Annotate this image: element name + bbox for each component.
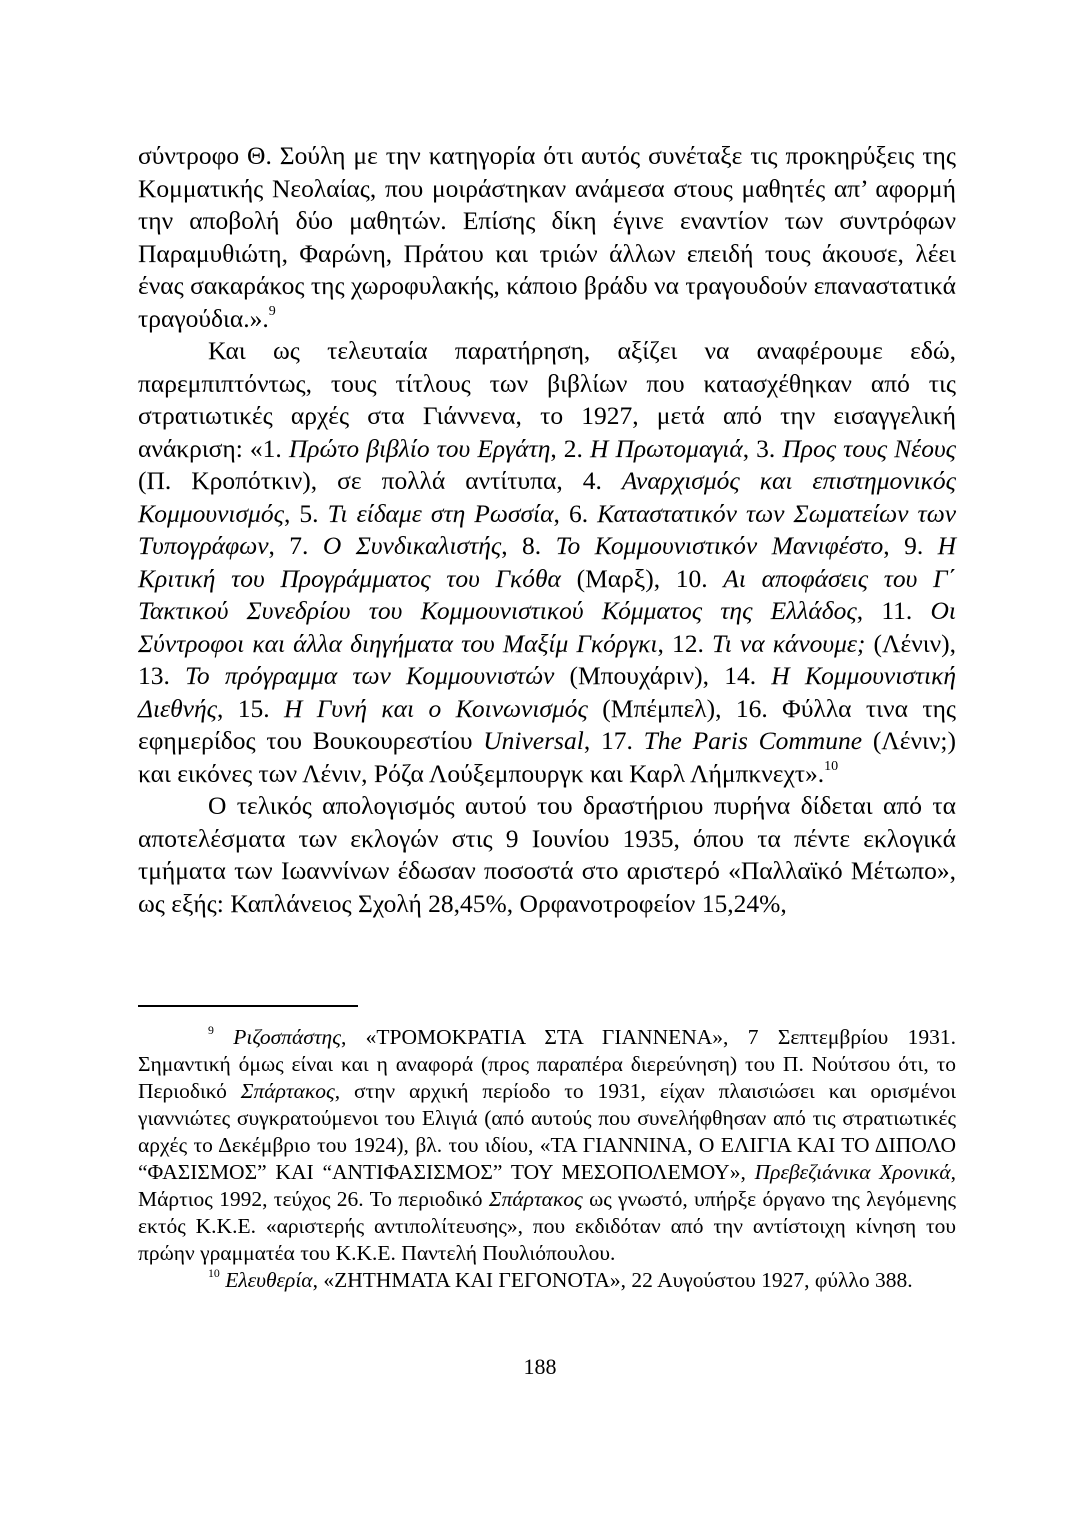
text-run: , 6.	[553, 498, 598, 528]
text-run: , 3.	[742, 433, 783, 463]
italic-title: The Paris Commune	[643, 726, 863, 755]
paragraph-1	[138, 140, 956, 335]
text-run: , 5.	[283, 498, 328, 528]
text-run: (Λένιν), 13.	[138, 628, 957, 690]
text-run: (Μαρξ), 10.	[560, 563, 724, 593]
text-run: Και ως τελευταία παρατήρηση, αξίζει να αναφέρουμε εδώ, παρεμπιπτόντως, τους τίτλους των βιβλίων που κατασχέθηκαν από τις στρατιωτικές αρχές στα Γιάννενα, το 1927, μετά από την εισαγγελική ανάκριση: «1.	[138, 336, 956, 463]
italic-title: Οι Σύντροφοι και άλλα διηγήματα του Μαξίμ Γκόργκι	[138, 596, 956, 658]
italic-title: Τι να κάνουμε;	[711, 628, 866, 658]
italic-title: Universal	[483, 726, 584, 755]
text-run: , στην αρχική περίοδο το 1931, είχαν πλαισιώσει και ορισμένοι γιαννιώτες συγκρατούμενοι του Ελιγιά (από αυτούς που συνελήφθησαν από τις στρατιωτικές αρχές το Δεκέμβριο του 1924), βλ. του ιδίου, «ΤΑ ΓΙΑΝΝΙΝΑ, Ο ΕΛΙΓΙΑ ΚΑΙ ΤΟ ΔΙΠΟΛΟ “ΦΑΣΙΣΜΟΣ” ΚΑΙ “ΑΝΤΙΦΑΣΙΣΜΟΣ” ΤΟΥ ΜΕΣΟΠΟΛΕΜΟΥ»,	[138, 1079, 956, 1184]
italic-title: Το Κομμουνιστικόν Μανιφέστο	[555, 531, 884, 560]
footnote-9	[138, 1024, 956, 1267]
italic-title: Η Γυνή και ο Κοινωνισμός	[283, 693, 588, 723]
text-run: , 9.	[883, 531, 938, 560]
italic-title: Το πρόγραμμα των Κομμουνιστών	[185, 661, 555, 690]
footnote-separator	[138, 1005, 358, 1007]
text-run: , «ΖΗΤΗΜΑΤΑ ΚΑΙ ΓΕΓΟΝΟΤΑ», 22 Αυγούστου 1927, φύλλο 388.	[312, 1268, 913, 1292]
text-run: , 17.	[583, 726, 644, 755]
text-run: , 7.	[268, 531, 323, 560]
italic-title: Καταστατικόν των Σωματείων των Τυπογράφων	[138, 498, 957, 560]
italic-title: Η Πρωτομαγιά	[590, 433, 743, 463]
italic-title: Προς τους Νέους	[782, 433, 957, 463]
page-number: 188	[523, 1354, 557, 1379]
text-run: , 11.	[856, 596, 931, 625]
text-run	[214, 1025, 233, 1049]
italic-title: Πρεβεζιάνικα Χρονικά	[754, 1160, 951, 1184]
paragraph-2	[138, 335, 956, 790]
text-run: (Λένιν;) και εικόνες των Λένιν, Ρόζα Λούξεμπουργκ και Καρλ Λήμπκνεχτ».	[138, 726, 956, 788]
italic-title: Ελευθερία	[225, 1268, 313, 1292]
text-run: , 8.	[501, 531, 556, 560]
italic-title: Τι είδαμε στη Ρωσσία	[327, 498, 554, 528]
italic-title: Ο Συνδικαλιστής	[322, 531, 502, 560]
italic-title: Αναρχισμός και επιστημονικός Κομμουνισμός	[138, 466, 956, 528]
text-run: σύντροφο Θ. Σούλη με την κατηγορία ότι αυτός συνέταξε τις προκηρύξεις της Κομματικής Νεολαίας, που μοιράστηκαν ανάμεσα στους μαθητές απ’ αφορμή την αποβολή δύο μαθητών. Επίσης δίκη έγινε εναντίον των συντρόφων Παραμυθιώτη, Φαρώνη, Πράτου και τριών άλλων επειδή τους άκουσε, λέει ένας σακαράκος της χωροφυλακής, κάποιο βράδυ να τραγουδούν επαναστατικά τραγούδια.».	[138, 141, 956, 333]
text-run: , «ΤΡΟΜΟΚΡΑΤΙΑ ΣΤΑ ΓΙΑΝΝΕΝΑ», 7 Σεπτεμβρίου 1931. Σημαντική όμως είναι και η αναφορά (προς παραπέρα διερεύνηση) του Π. Νούτσου ότι, το Περιοδικό	[138, 1025, 956, 1103]
footnote-ref: 9	[208, 1022, 214, 1037]
footnote-10	[138, 1267, 956, 1294]
paragraph-3	[138, 790, 956, 920]
footnotes	[138, 1024, 956, 1294]
italic-title: Σπάρτακος	[240, 1079, 335, 1103]
italic-title: Η Κομμουνιστική Διεθνής	[138, 661, 956, 723]
italic-title: Ριζοσπάστης	[233, 1025, 341, 1049]
footnote-ref: 9	[268, 303, 276, 319]
main-text	[138, 140, 956, 920]
text-run: , Μάρτιος 1992, τεύχος 26. Το περιοδικό	[138, 1160, 956, 1211]
footnote-ref: 10	[824, 758, 839, 774]
text-run: , 2.	[550, 433, 590, 463]
text-run: (Μπέμπελ), 16. Φύλλα τινα της εφημερίδος του Βουκουρεστίου	[138, 693, 956, 755]
text-run: ως γνωστό, υπήρξε όργανο της λεγόμενης εκτός Κ.Κ.Ε. «αριστερής αντιπολίτευσης», που εκδιδόταν από την αντίστοιχη κίνηση του πρώην γραμματέα του Κ.Κ.Ε. Παντελή Πουλιόπουλου.	[138, 1187, 956, 1265]
text-run: , 12.	[657, 628, 712, 658]
italic-title: Η Κριτική του Προγράμματος του Γκόθα	[138, 531, 957, 593]
text-run: Ο τελικός απολογισμός αυτού του δραστήριου πυρήνα δίδεται από τα αποτελέσματα των εκλογών στις 9 Ιουνίου 1935, όπου τα πέντε εκλογικά τμήματα των Ιωαννίνων έδωσαν ποσοστά στο αριστερό «Παλλαϊκό Μέτωπο», ως εξής: Καπλάνειος Σχολή 28,45%, Ορφανοτροφείον 15,24%,	[138, 791, 956, 918]
italic-title: Πρώτο βιβλίο του Εργάτη	[288, 433, 551, 463]
text-run: , 15.	[216, 693, 284, 723]
text-run: (Π. Κροπότκιν), σε πολλά αντίτυπα, 4.	[138, 466, 622, 495]
italic-title: Αι αποφάσεις του Γ΄ Τακτικού Συνεδρίου του Κομμουνιστικού Κόμματος της Ελλάδος	[138, 563, 956, 625]
italic-title: Σπάρτακος	[488, 1187, 583, 1211]
text-run: (Μπουχάριν), 14.	[554, 661, 772, 690]
footnote-ref: 10	[208, 1265, 220, 1280]
